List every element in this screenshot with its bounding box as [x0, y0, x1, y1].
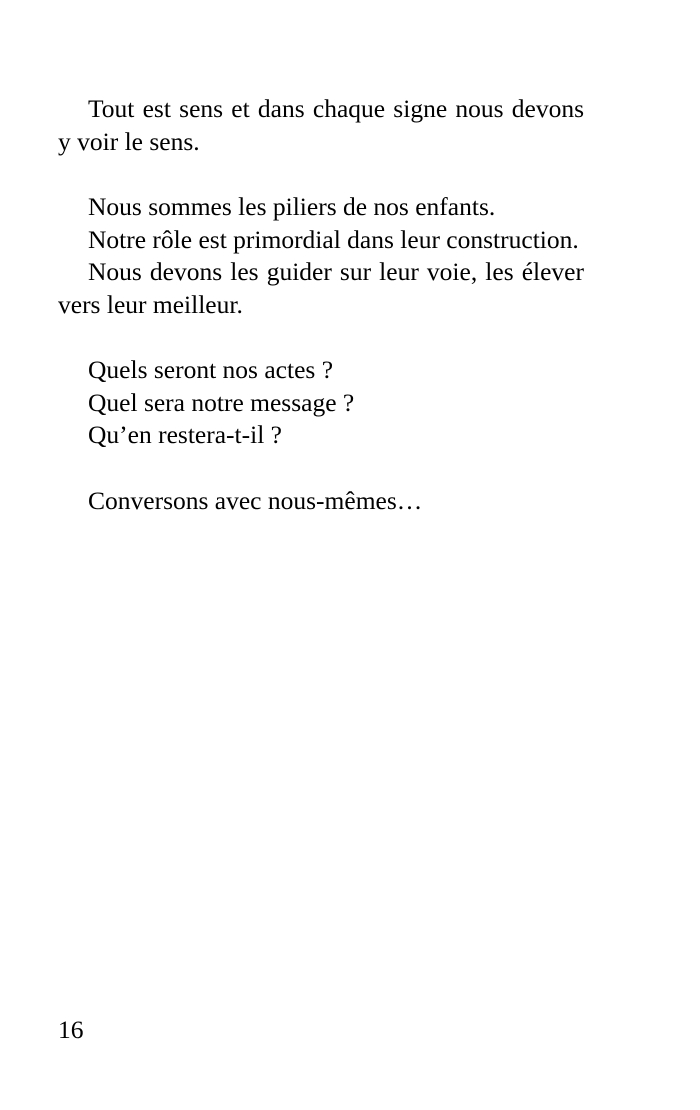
- paragraph-spacer: [58, 452, 584, 485]
- paragraph: Tout est sens et dans chaque signe nous devons y voir le sens.: [58, 94, 584, 156]
- paragraph: Nous sommes les piliers de nos enfants.: [88, 192, 496, 221]
- paragraph: Qu’en restera-t-il ?: [88, 420, 282, 449]
- paragraph-spacer: [58, 321, 584, 354]
- paragraph-spacer: [58, 158, 584, 191]
- page-number: 16: [58, 1015, 84, 1044]
- paragraph: Nous devons les guider sur leur voie, les élever vers leur meilleur.: [58, 257, 584, 319]
- paragraph: Notre rôle est primordial dans leur construction.: [88, 224, 579, 254]
- body-text: [58, 93, 584, 517]
- paragraph: Quels seront nos actes ?: [88, 355, 334, 384]
- paragraph: Quel sera notre message ?: [88, 387, 355, 417]
- paragraph: Conversons avec nous-mêmes…: [88, 485, 423, 515]
